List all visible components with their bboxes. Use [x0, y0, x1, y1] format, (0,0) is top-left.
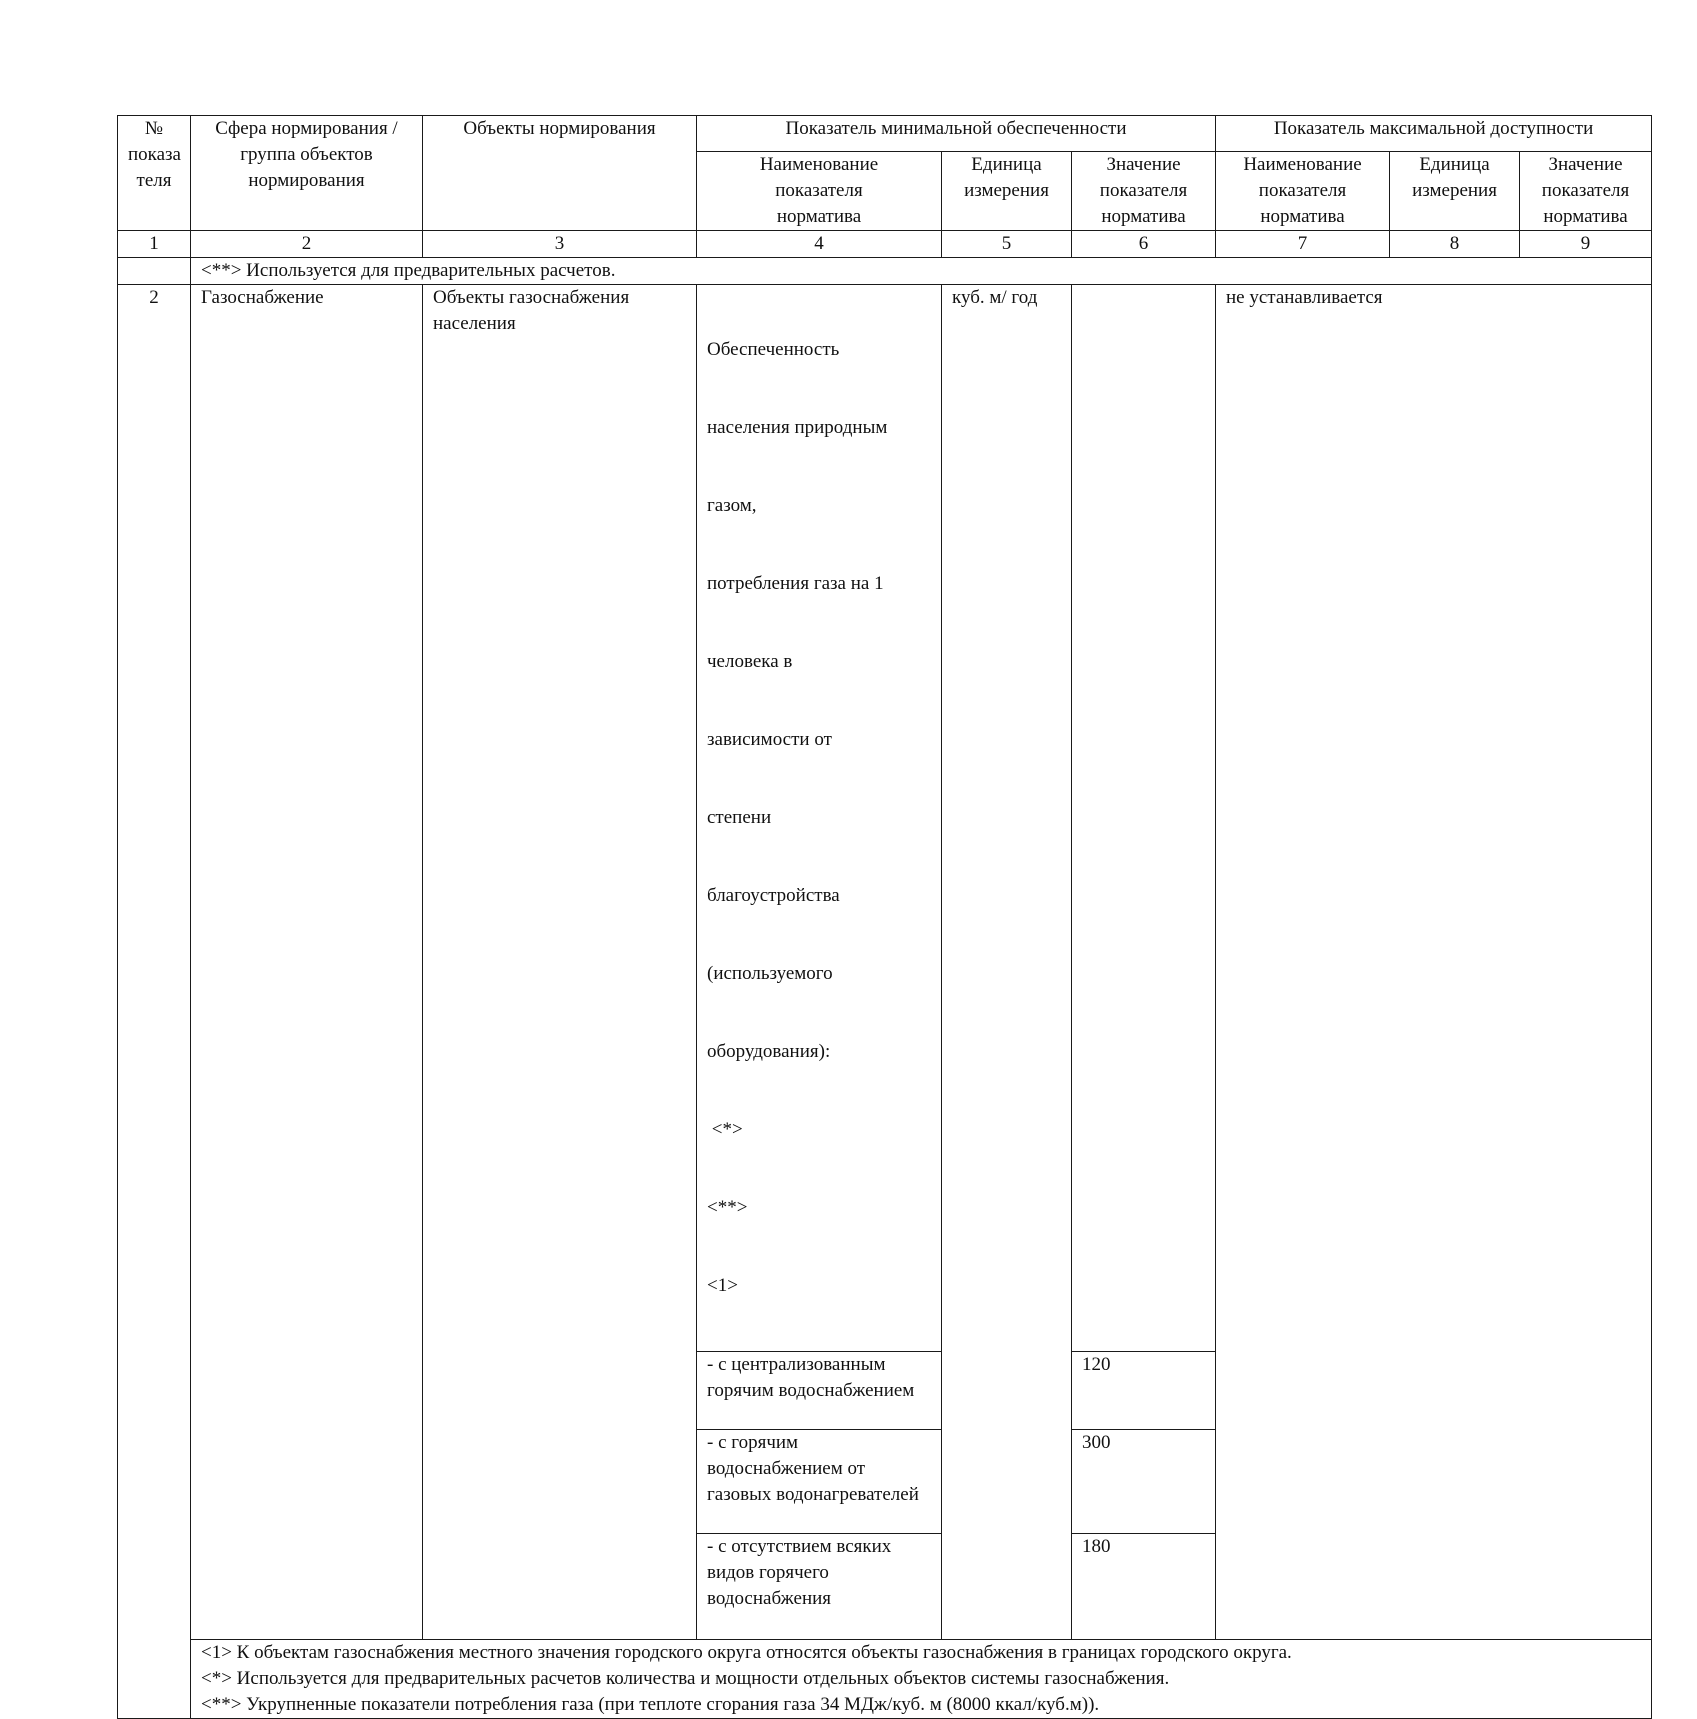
- indicator-line: благоустройства: [707, 885, 840, 906]
- column-number: 4: [697, 231, 942, 258]
- header-max-name-line: показателя: [1258, 180, 1347, 201]
- column-number: 6: [1072, 231, 1216, 258]
- header-sphere: [191, 116, 423, 231]
- header-max-unit-line: измерения: [1412, 180, 1497, 201]
- header-min-value: [1072, 152, 1216, 231]
- sub-row-value: 300: [1072, 1430, 1216, 1534]
- indicator-line: потребления газа на 1: [707, 573, 884, 594]
- header-number-line: показа: [128, 144, 181, 165]
- row-value-empty: [1072, 285, 1216, 1352]
- column-number: 3: [423, 231, 697, 258]
- header-min-group: Показатель минимальной обеспеченности: [697, 116, 1216, 152]
- indicator-line: <*>: [707, 1119, 743, 1140]
- header-min-unit-line: измерения: [964, 180, 1049, 201]
- indicator-line: (используемого: [707, 963, 833, 984]
- header-sphere-line: Сфера нормирования /: [215, 118, 398, 139]
- header-min-name-line: норматива: [776, 206, 862, 227]
- footnote: <*> Используется для предварительных расчетов количества и мощности отдельных объектов системы газоснабжения.: [201, 1668, 1170, 1689]
- footnotes-row: [118, 1640, 1652, 1719]
- header-min-name-line: Наименование: [759, 154, 879, 175]
- header-min-value-line: показателя: [1099, 180, 1188, 201]
- row-number: 2: [118, 285, 191, 1719]
- indicator-line: степени: [707, 807, 772, 828]
- row-sphere: Газоснабжение: [191, 285, 423, 1640]
- row-objects: Объекты газоснабжения населения: [423, 285, 697, 1640]
- header-max-value-line: показателя: [1541, 180, 1630, 201]
- header-min-value-line: Значение: [1106, 154, 1181, 175]
- indicator-line: <1>: [707, 1275, 738, 1296]
- header-number-line: теля: [136, 170, 172, 191]
- footnotes: [191, 1640, 1652, 1719]
- column-number: 1: [118, 231, 191, 258]
- header-sphere-line: нормирования: [248, 170, 365, 191]
- header-max-group: Показатель максимальной доступности: [1216, 116, 1652, 152]
- header-min-unit-line: Единица: [971, 154, 1042, 175]
- header-max-name-line: норматива: [1260, 206, 1345, 227]
- header-row-1: [118, 116, 1652, 152]
- header-max-unit: [1390, 152, 1520, 231]
- sub-row-value: 180: [1072, 1534, 1216, 1640]
- header-max-value: [1520, 152, 1652, 231]
- norms-table: [117, 115, 1652, 1719]
- sub-row-value: 120: [1072, 1352, 1216, 1430]
- pre-note-empty-cell: [118, 258, 191, 285]
- footnote: <1> К объектам газоснабжения местного значения городского округа относятся объекты газоснабжения в границах городского округа.: [201, 1642, 1292, 1663]
- indicator-line: оборудования):: [707, 1041, 831, 1062]
- row-max-value: не устанавливается: [1216, 285, 1652, 1640]
- sub-row-label: - с централизованным горячим водоснабжением: [697, 1352, 942, 1430]
- column-number: 8: [1390, 231, 1520, 258]
- header-max-name-line: Наименование: [1243, 154, 1362, 175]
- pre-note: <**> Используется для предварительных расчетов.: [191, 258, 1652, 285]
- indicator-line: населения природным: [707, 417, 888, 438]
- sub-row-label: - с отсутствием всяких видов горячего водоснабжения: [697, 1534, 942, 1640]
- sub-row-label: - с горячим водоснабжением от газовых водонагревателей: [697, 1430, 942, 1534]
- column-number: 9: [1520, 231, 1652, 258]
- indicator-line: Обеспеченность: [707, 339, 840, 360]
- header-min-unit: [942, 152, 1072, 231]
- header-max-unit-line: Единица: [1419, 154, 1490, 175]
- row-unit: куб. м/ год: [942, 285, 1072, 1640]
- column-number: 2: [191, 231, 423, 258]
- header-min-name-line: показателя: [775, 180, 863, 201]
- row-indicator: [697, 285, 942, 1352]
- header-max-value-line: Значение: [1548, 154, 1623, 175]
- header-min-name: [697, 152, 942, 231]
- indicator-line: человека в: [707, 651, 793, 672]
- header-max-name: [1216, 152, 1390, 231]
- indicator-line: зависимости от: [707, 729, 832, 750]
- pre-note-row: [118, 258, 1652, 285]
- header-sphere-line: группа объектов: [240, 144, 373, 165]
- indicator-line: газом,: [707, 495, 757, 516]
- column-number: 5: [942, 231, 1072, 258]
- footnote: <**> Укрупненные показатели потребления газа (при теплоте сгорания газа 34 МДж/куб. м (8000 ккал/куб.м)).: [201, 1694, 1100, 1715]
- table-row: [118, 285, 1652, 1352]
- header-objects: Объекты нормирования: [423, 116, 697, 231]
- header-number-line: №: [144, 118, 164, 139]
- column-number: 7: [1216, 231, 1390, 258]
- indicator-line: <**>: [707, 1197, 748, 1218]
- column-numbers-row: [118, 231, 1652, 258]
- header-number: [118, 116, 191, 231]
- header-max-value-line: норматива: [1543, 206, 1628, 227]
- header-min-value-line: норматива: [1101, 206, 1186, 227]
